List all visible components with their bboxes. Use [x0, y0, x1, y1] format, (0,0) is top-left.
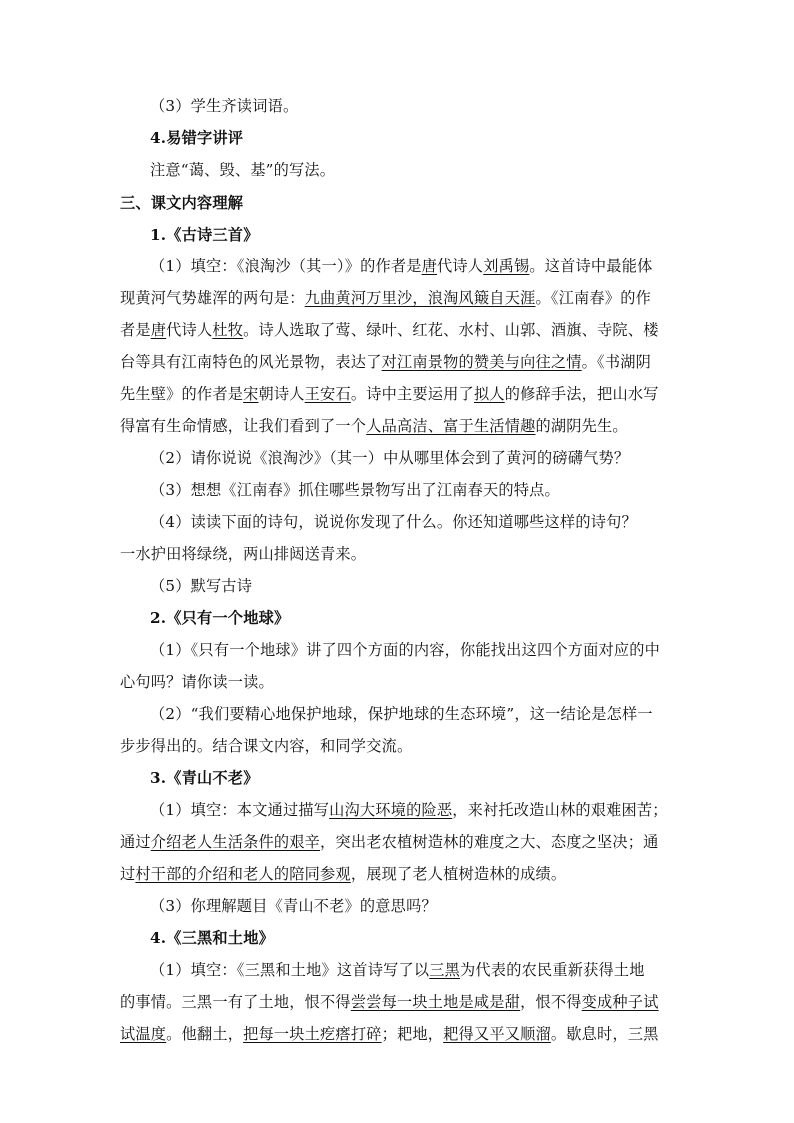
- text-line: [150, 640, 710, 660]
- text-segment: （2）“我们要精心地保护地球，保护地球的生态环境”，这一结论是怎样一: [150, 705, 653, 723]
- text-segment: 的修辞手法，把山水写: [504, 385, 659, 403]
- underlined-answer: 唐: [150, 321, 167, 339]
- text-segment: （1）填空：《三黑和土地》这首诗写了以: [150, 961, 430, 979]
- text-segment: ；耙地，: [381, 1025, 444, 1043]
- text-line: [150, 960, 710, 980]
- underlined-answer: 尝尝每一块土地是咸是甜: [350, 993, 521, 1011]
- text-line: [120, 352, 680, 372]
- underlined-answer: 变成种子试: [581, 993, 659, 1011]
- text-segment: （3）你理解题目《青山不老》的意思吗？: [150, 897, 437, 915]
- text-segment: 通过: [120, 833, 151, 851]
- text-segment: 代诗人: [166, 321, 213, 339]
- text-line: [150, 480, 710, 500]
- underlined-answer: 九曲黄河万里沙，浪淘风簸自天涯: [304, 289, 536, 307]
- text-line: [150, 896, 710, 916]
- underlined-answer: 拟人: [473, 385, 505, 403]
- text-segment: 4.《三黑和土地》: [150, 929, 274, 947]
- underlined-answer: 对江南景物的赞美与向往之情: [381, 353, 582, 371]
- text-segment: 的湖阴先生。: [535, 417, 628, 435]
- text-segment: 。他翻土，: [166, 1025, 244, 1043]
- text-line: [120, 288, 680, 308]
- subsection-heading: [150, 928, 710, 948]
- text-segment: 得富有生命情感，让我们看到了一个: [120, 417, 367, 435]
- text-segment: 步步得出的。结合课文内容，和同学交流。: [120, 737, 413, 755]
- underlined-answer: 刘禹锡: [483, 257, 530, 275]
- subsection-heading: [150, 608, 710, 628]
- text-line: [120, 736, 680, 756]
- text-segment: 。《江南春》的作: [535, 289, 651, 307]
- text-line: [120, 416, 680, 436]
- text-line: [120, 320, 680, 340]
- text-segment: （1）填空：《浪淘沙（其一）》的作者是: [150, 257, 422, 275]
- text-segment: 一水护田将绿绕，两山排闼送青来。: [120, 545, 367, 563]
- text-segment: （5）默写古诗: [150, 577, 253, 595]
- text-line: [120, 864, 680, 884]
- text-line: [150, 704, 710, 724]
- text-segment: （3）学生齐读词语。: [150, 97, 299, 115]
- text-segment: ，恨不得: [520, 993, 582, 1011]
- text-line: [150, 576, 710, 596]
- text-line: [150, 448, 710, 468]
- text-line: [150, 256, 710, 276]
- text-segment: 的事情。三黑一有了土地，恨不得: [120, 993, 351, 1011]
- underlined-answer: 宋: [243, 385, 259, 403]
- text-line: [150, 96, 710, 116]
- text-segment: 。诗中主要运用了: [350, 385, 474, 403]
- text-segment: 台等具有江南特色的风光景物，表达了: [120, 353, 382, 371]
- text-segment: 现黄河气势雄浑的两句是：: [120, 289, 305, 307]
- text-segment: ，来衬托改造山林的艰难困苦；: [452, 801, 668, 819]
- text-segment: 过: [120, 865, 136, 883]
- text-line: [120, 544, 680, 564]
- text-line: [150, 800, 710, 820]
- text-segment: （3）想想《江南春》抓住哪些景物写出了江南春天的特点。: [150, 481, 560, 499]
- text-segment: 者是: [120, 321, 151, 339]
- text-segment: （4）读读下面的诗句，说说你发现了什么。你还知道哪些这样的诗句？: [150, 513, 637, 531]
- subsection-heading: [150, 128, 710, 148]
- underlined-answer: 杜牧: [212, 321, 244, 339]
- text-segment: 代诗人: [437, 257, 484, 275]
- text-segment: 。诗人选取了莺、绿叶、红花、水村、山郭、酒旗、寺院、楼: [243, 321, 659, 339]
- underlined-answer: 把每一块土疙瘩打碎: [243, 1025, 382, 1043]
- text-segment: ，展现了老人植树造林的成绩。: [350, 865, 567, 883]
- text-segment: 三、课文内容理解: [120, 194, 244, 212]
- text-segment: （2）请你说说《浪淘沙》（其一）中从哪里体会到了黄河的磅礴气势？: [150, 449, 630, 467]
- text-segment: 朝诗人: [258, 385, 305, 403]
- underlined-answer: 三黑: [429, 961, 461, 979]
- text-segment: 注意“蔼、毁、基”的写法。: [150, 161, 336, 179]
- text-line: [150, 512, 710, 532]
- text-segment: 4.易错字讲评: [150, 129, 244, 147]
- text-line: [150, 160, 710, 180]
- subsection-heading: [150, 768, 710, 788]
- text-line: [120, 672, 680, 692]
- underlined-answer: 山沟大环境的险恶: [329, 801, 453, 819]
- underlined-answer: 试温度: [120, 1025, 167, 1043]
- text-line: [120, 384, 680, 404]
- section-heading: [120, 193, 680, 213]
- text-segment: 2.《只有一个地球》: [150, 609, 290, 627]
- text-segment: 先生壁》的作者是: [120, 385, 244, 403]
- underlined-answer: 耙得又平又顺溜: [443, 1025, 551, 1043]
- text-segment: 。《书湖阴: [581, 353, 651, 371]
- subsection-heading: [150, 225, 710, 245]
- text-segment: 3.《青山不老》: [150, 769, 259, 787]
- underlined-answer: 人品高洁、富于生活情趣: [366, 417, 536, 435]
- text-segment: 1.《古诗三首》: [150, 226, 259, 244]
- underlined-answer: 唐: [421, 257, 438, 275]
- text-segment: 心句吗？请你读一读。: [120, 673, 274, 691]
- text-line: [120, 832, 680, 852]
- underlined-answer: 村干部的介绍和老人的陪同参观: [135, 865, 351, 883]
- text-segment: ，突出老农植树造林的难度之大、态度之坚决；通: [320, 833, 659, 851]
- text-line: [120, 992, 680, 1012]
- underlined-answer: 介绍老人生活条件的艰辛: [150, 833, 321, 851]
- text-line: [120, 1024, 680, 1044]
- text-segment: （1）《只有一个地球》讲了四个方面的内容，你能找出这四个方面对应的中: [150, 641, 661, 659]
- text-segment: 。歇息时，三黑: [550, 1025, 659, 1043]
- text-segment: 。这首诗中最能体: [529, 257, 653, 275]
- text-segment: 为代表的农民重新获得土地: [460, 961, 645, 979]
- text-segment: （1）填空：本文通过描写: [150, 801, 330, 819]
- underlined-answer: 王安石: [304, 385, 351, 403]
